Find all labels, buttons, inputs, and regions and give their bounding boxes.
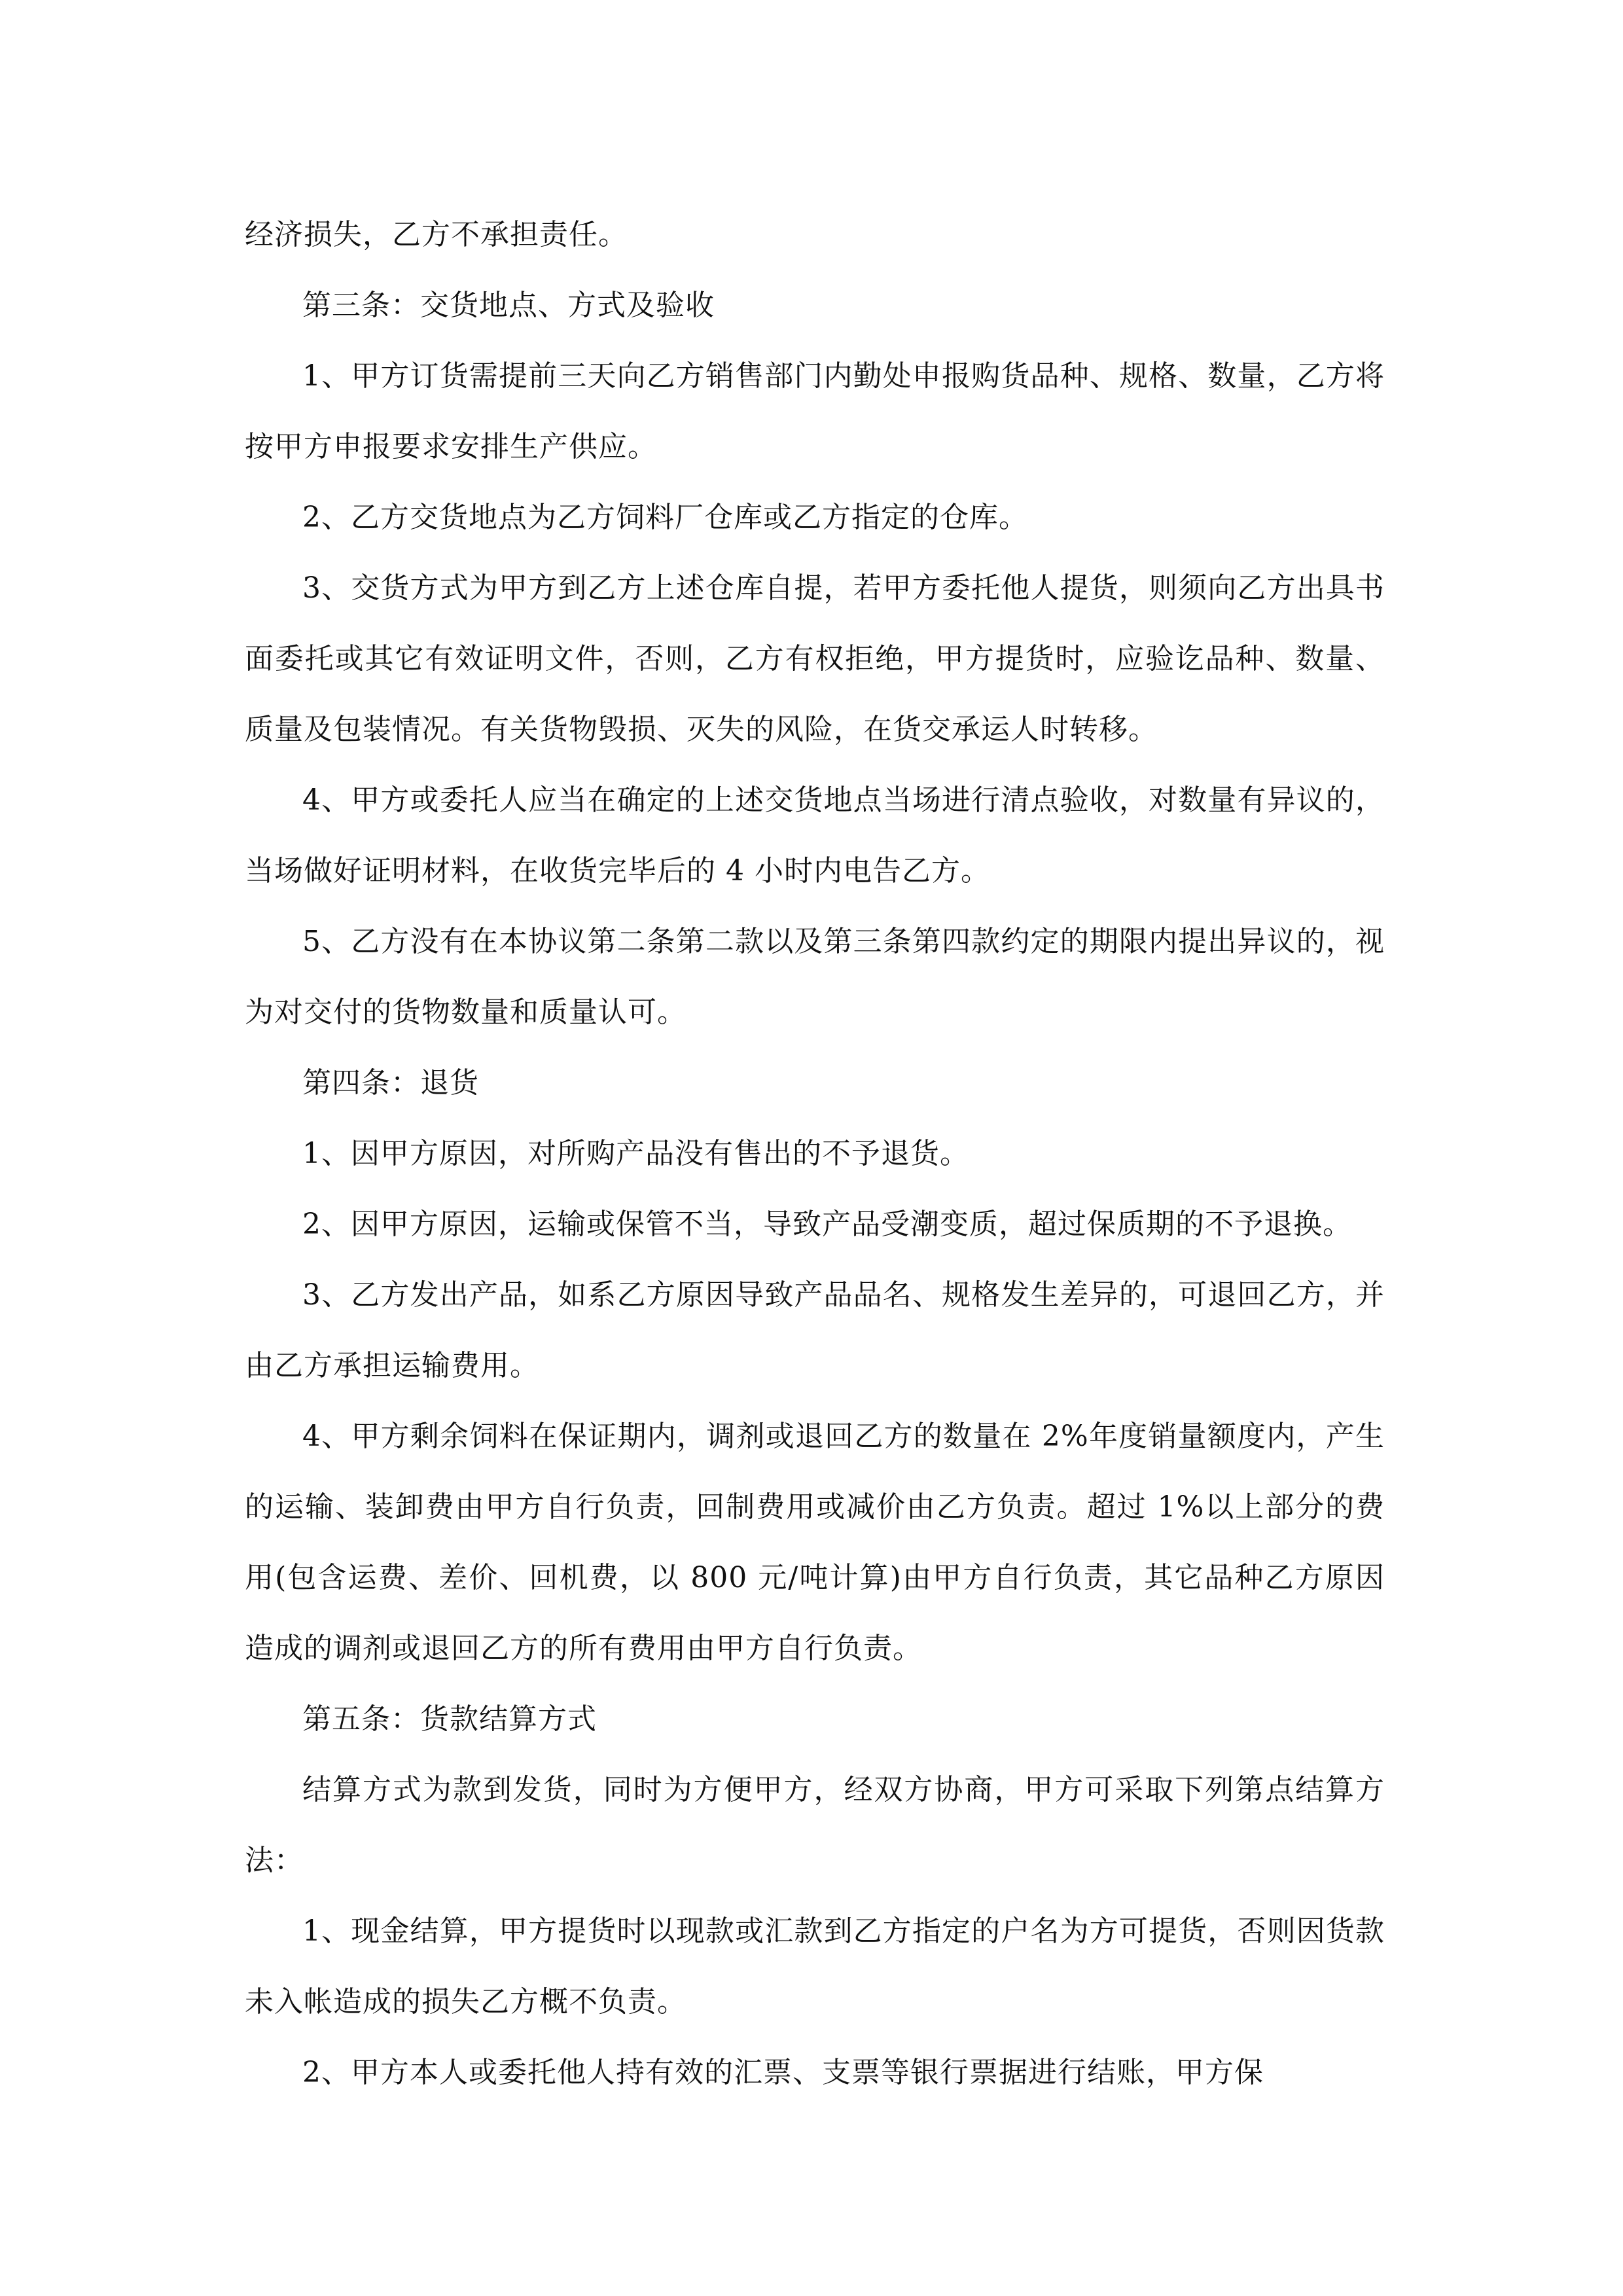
paragraph: 3、乙方发出产品，如系乙方原因导致产品品名、规格发生差异的，可退回乙方，并由乙方承担运输费用。 <box>245 1278 1385 1382</box>
document-body <box>245 200 1385 2108</box>
paragraph: 3、交货方式为甲方到乙方上述仓库自提，若甲方委托他人提货，则须向乙方出具书面委托或其它有效证明文件，否则，乙方有权拒绝，甲方提货时，应验讫品种、数量、质量及包装情况。有关货物毁损、灭失的风险，在货交承运人时转移。 <box>245 571 1385 746</box>
paragraph: 4、甲方或委托人应当在确定的上述交货地点当场进行清点验收，对数量有异议的，当场做好证明材料，在收货完毕后的 4 小时内电告乙方。 <box>245 783 1385 888</box>
paragraph: 2、甲方本人或委托他人持有效的汇票、支票等银行票据进行结账，甲方保 <box>302 2056 1264 2089</box>
section-heading-5: 第五条：货款结算方式 <box>302 1702 597 1736</box>
paragraph: 1、甲方订货需提前三天向乙方销售部门内勤处申报购货品种、规格、数量，乙方将按甲方申报要求安排生产供应。 <box>245 359 1385 463</box>
paragraph: 2、因甲方原因，运输或保管不当，导致产品受潮变质，超过保质期的不予退换。 <box>302 1208 1352 1241</box>
paragraph: 结算方式为款到发货，同时为方便甲方，经双方协商，甲方可采取下列第点结算方法： <box>245 1773 1385 1877</box>
paragraph: 5、乙方没有在本协议第二条第二款以及第三条第四款约定的期限内提出异议的，视为对交付的货物数量和质量认可。 <box>245 925 1385 1029</box>
paragraph: 4、甲方剩余饲料在保证期内，调剂或退回乙方的数量在 2%年度销量额度内，产生的运输、装卸费由甲方自行负责，回制费用或减价由乙方负责。超过 1%以上部分的费用(包含运费、差价、回机费，以 800 元/吨计算)由甲方自行负责，其它品种乙方原因造成的调剂或退回乙方的所有费用由甲方自行负责。 <box>245 1420 1385 1665</box>
paragraph: 2、乙方交货地点为乙方饲料厂仓库或乙方指定的仓库。 <box>302 501 1028 534</box>
section-heading-3: 第三条：交货地点、方式及验收 <box>302 289 715 322</box>
paragraph: 1、现金结算，甲方提货时以现款或汇款到乙方指定的户名为方可提货，否则因货款未入帐造成的损失乙方概不负责。 <box>245 1914 1385 2018</box>
paragraph: 经济损失，乙方不承担责任。 <box>245 218 628 251</box>
section-heading-4: 第四条：退货 <box>302 1066 479 1100</box>
paragraph: 1、因甲方原因，对所购产品没有售出的不予退货。 <box>302 1137 969 1170</box>
